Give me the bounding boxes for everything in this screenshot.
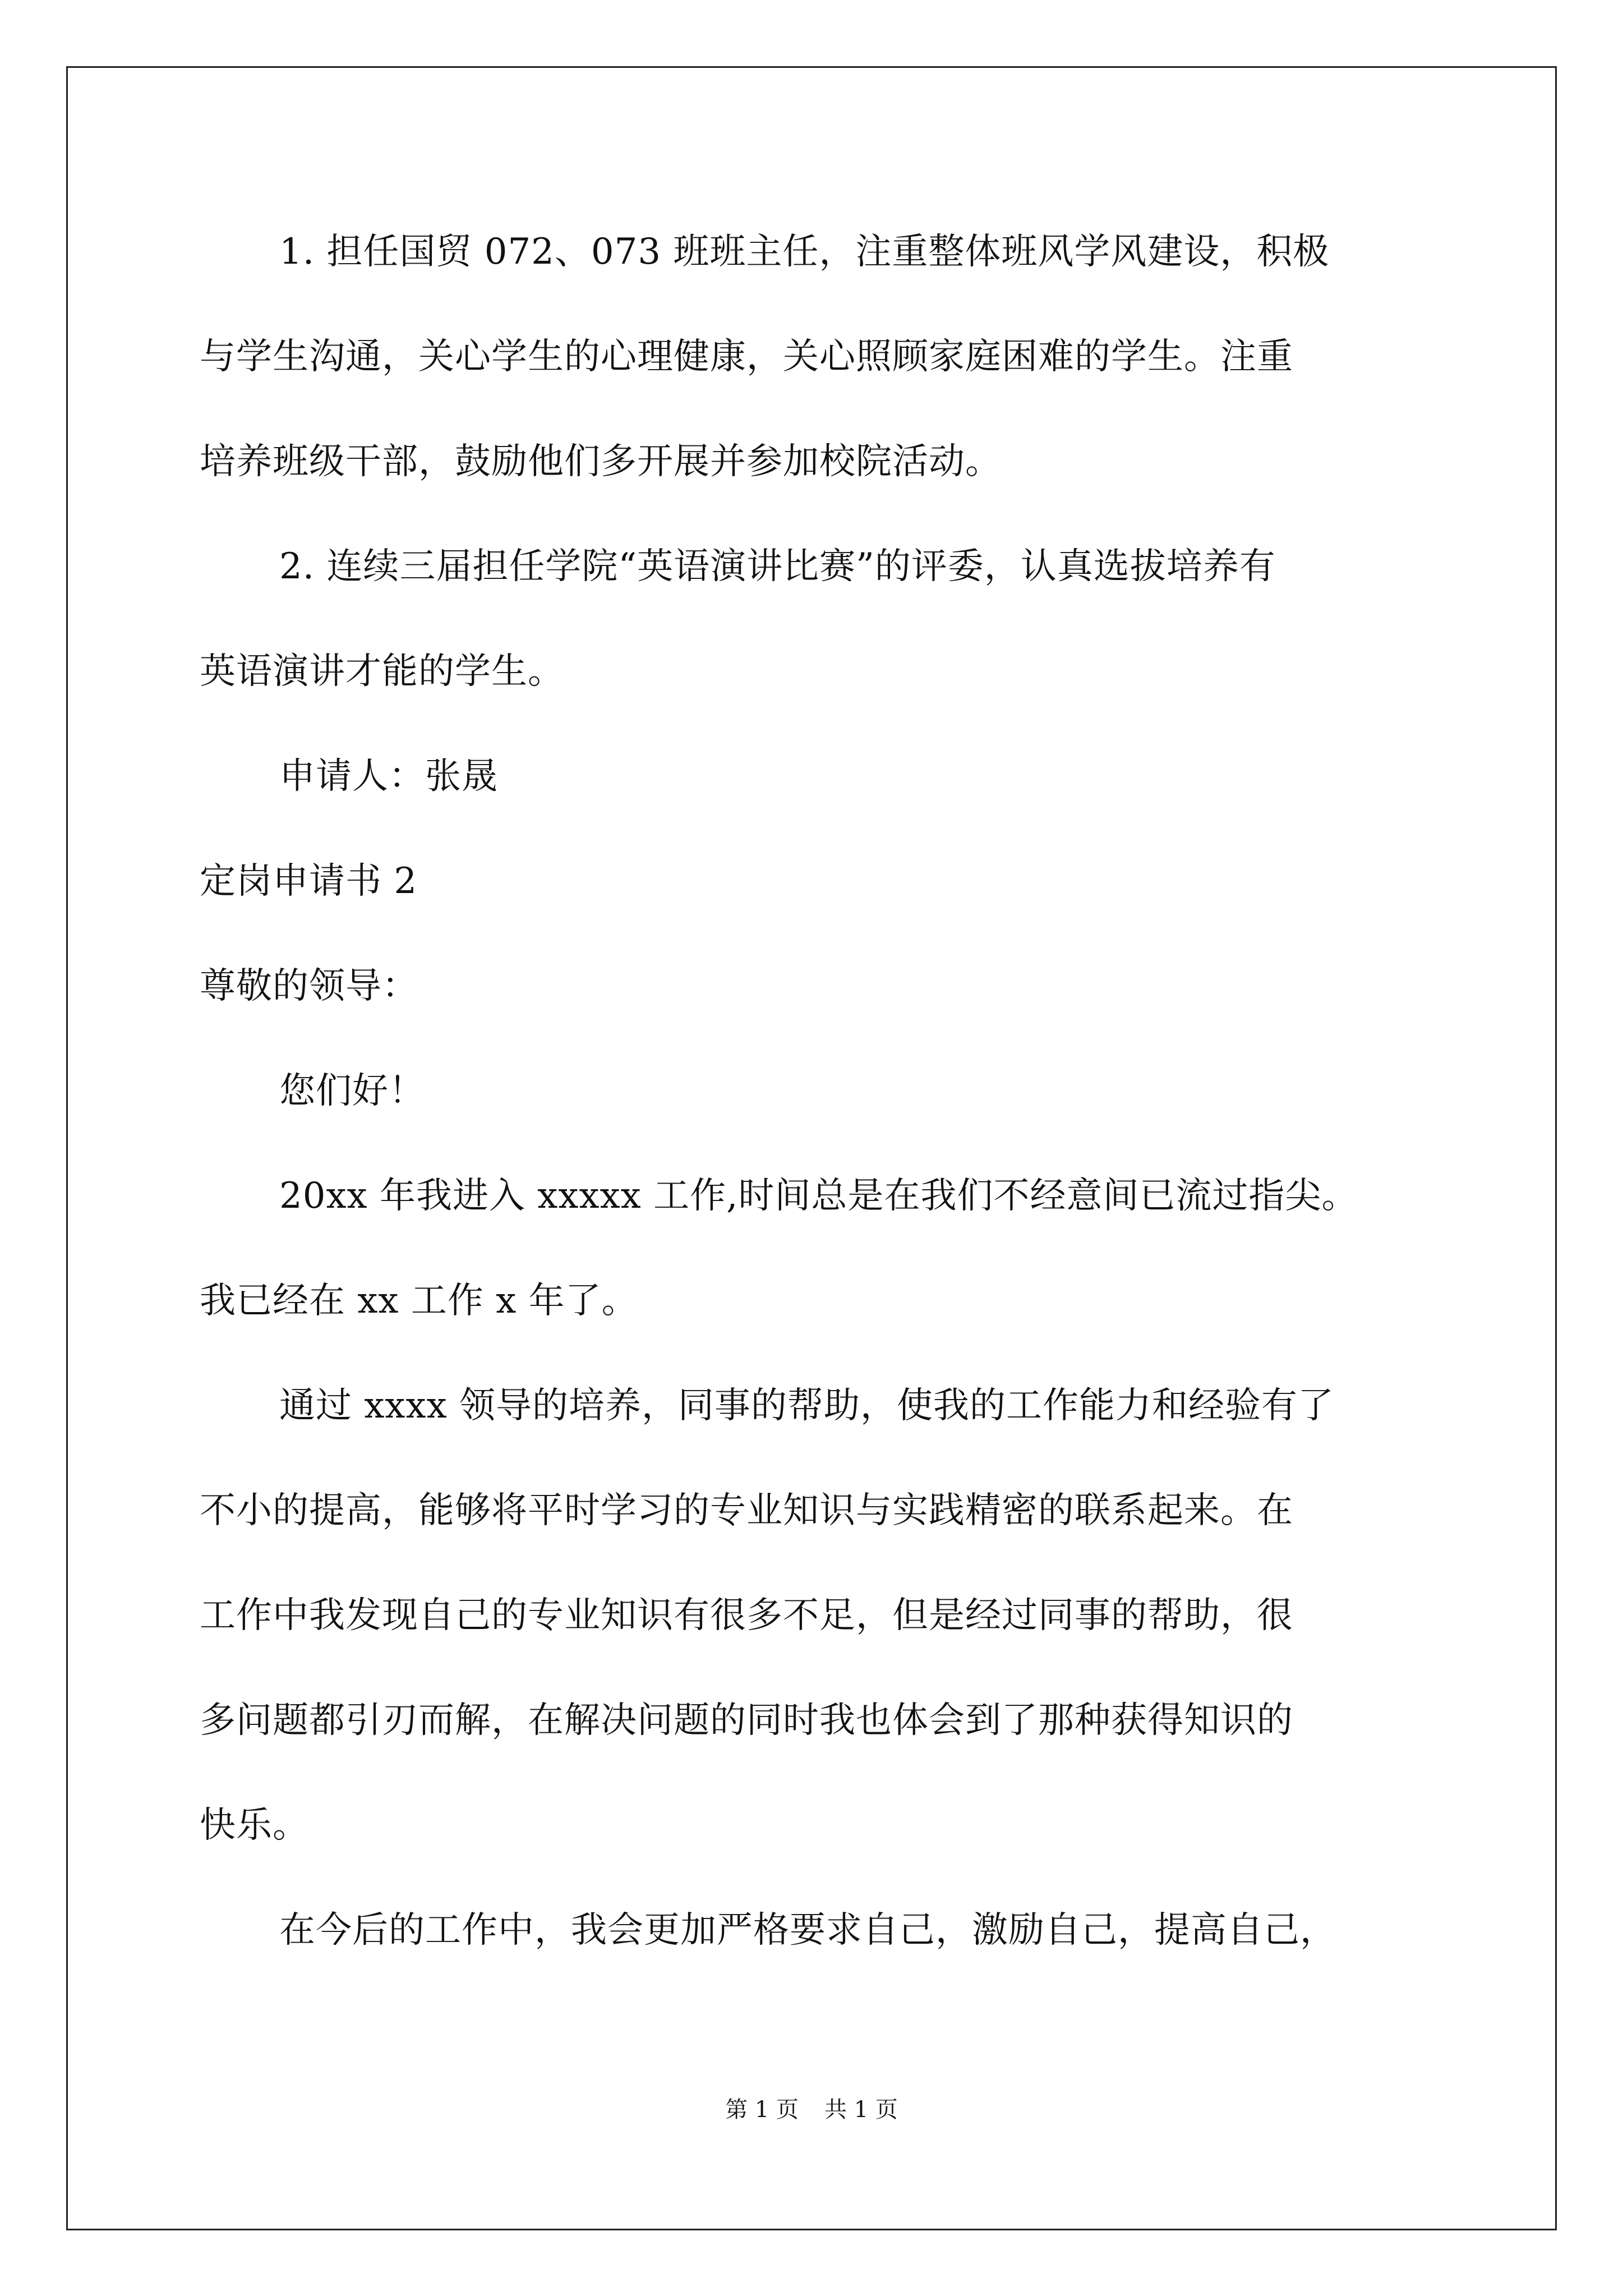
text-line: 在今后的工作中，我会更加严格要求自己，激励自己，提高自己，	[279, 1910, 1336, 1951]
text-line: 我已经在 xx 工作 x 年了。	[200, 1280, 638, 1322]
text-line: 多问题都引刃而解，在解决问题的同时我也体会到了那种获得知识的	[200, 1700, 1293, 1741]
text-line: 快乐。	[200, 1805, 309, 1846]
text-line: 不小的提高，能够将平时学习的专业知识与实践精密的联系起来。在	[200, 1490, 1293, 1531]
text-line: 通过 xxxx 领导的培养，同事的帮助，使我的工作能力和经验有了	[279, 1385, 1335, 1427]
document-body	[200, 200, 1433, 1983]
greeting: 您们好！	[279, 1070, 425, 1112]
section-heading: 定岗申请书 2	[200, 861, 418, 902]
text-line: 培养班级干部，鼓励他们多开展并参加校院活动。	[200, 441, 1002, 482]
applicant-signature: 申请人：张晟	[279, 756, 498, 797]
page-footer	[0, 2096, 1623, 2124]
text-line: 2. 连续三届担任学院“英语演讲比赛”的评委，认真选拔培养有	[279, 546, 1276, 587]
page-total: 共 1 页	[824, 2097, 898, 2123]
salutation: 尊敬的领导：	[200, 965, 418, 1007]
page-number: 第 1 页	[725, 2097, 799, 2123]
text-line: 1. 担任国贸 072、073 班班主任，注重整体班风学风建设，积极	[279, 231, 1330, 273]
text-line: 工作中我发现自己的专业知识有很多不足，但是经过同事的帮助，很	[200, 1595, 1293, 1636]
text-line: 20xx 年我进入 xxxxx 工作,时间总是在我们不经意间已流过指尖。	[279, 1175, 1358, 1217]
text-line: 英语演讲才能的学生。	[200, 651, 564, 692]
text-line: 与学生沟通，关心学生的心理健康，关心照顾家庭困难的学生。注重	[200, 336, 1293, 378]
